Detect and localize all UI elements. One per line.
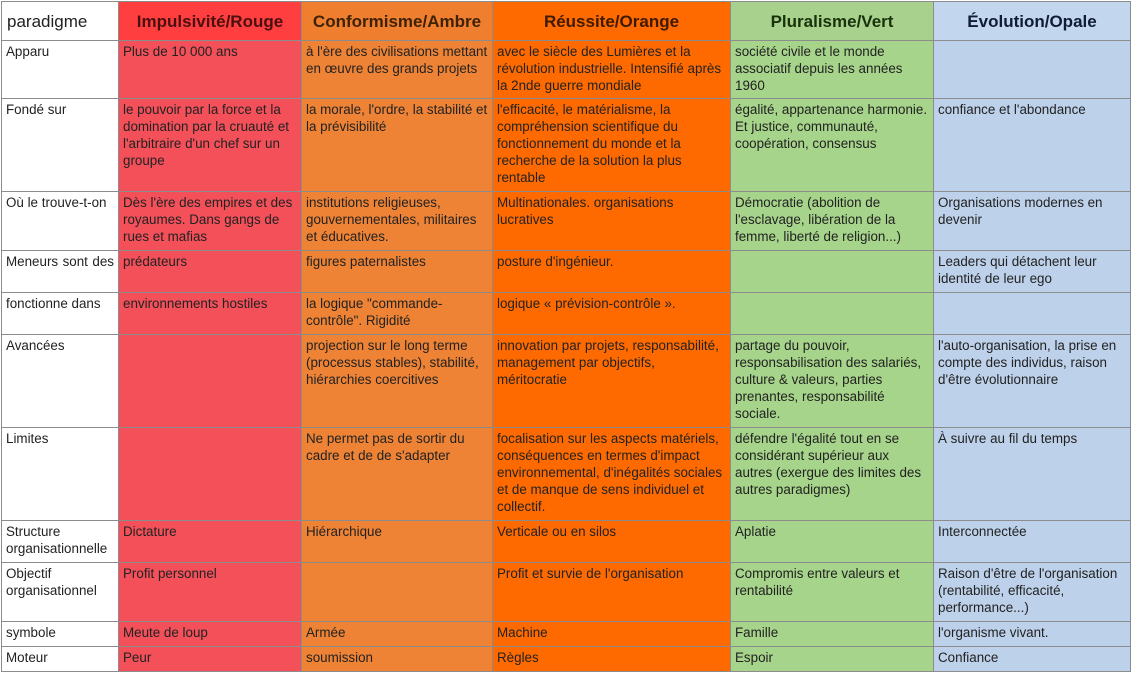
cell-rouge: Peur bbox=[119, 647, 302, 672]
table-row bbox=[2, 41, 1131, 99]
row-label: Structure organisationnelle bbox=[2, 521, 119, 563]
cell-orange: logique « prévision-contrôle ». bbox=[493, 293, 731, 335]
cell-orange: innovation par projets, responsabilité, management par objectifs, méritocratie bbox=[493, 335, 731, 428]
table-row bbox=[2, 428, 1131, 521]
column-header-orange: Réussite/Orange bbox=[493, 2, 731, 41]
cell-vert: défendre l'égalité tout en se considérant supérieur aux autres (exergue des limites des autres paradigmes) bbox=[731, 428, 934, 521]
cell-orange: Machine bbox=[493, 622, 731, 647]
cell-opale: Leaders qui détachent leur identité de leur ego bbox=[934, 251, 1131, 293]
cell-vert: Aplatie bbox=[731, 521, 934, 563]
cell-orange: Verticale ou en silos bbox=[493, 521, 731, 563]
table-row bbox=[2, 99, 1131, 192]
cell-ambre: projection sur le long terme (processus stables), stabilité, hiérarchies coercitives bbox=[302, 335, 493, 428]
row-label: Moteur bbox=[2, 647, 119, 672]
cell-rouge: Meute de loup bbox=[119, 622, 302, 647]
cell-rouge: environnements hostiles bbox=[119, 293, 302, 335]
table-row bbox=[2, 622, 1131, 647]
cell-opale: l'organisme vivant. bbox=[934, 622, 1131, 647]
cell-opale: confiance et l'abondance bbox=[934, 99, 1131, 192]
cell-ambre: Armée bbox=[302, 622, 493, 647]
cell-ambre: Ne permet pas de sortir du cadre et de de s'adapter bbox=[302, 428, 493, 521]
row-label: Limites bbox=[2, 428, 119, 521]
cell-opale: l'auto-organisation, la prise en compte des individus, raison d'être évolutionnaire bbox=[934, 335, 1131, 428]
column-header-vert: Pluralisme/Vert bbox=[731, 2, 934, 41]
cell-rouge: Profit personnel bbox=[119, 563, 302, 622]
cell-vert: partage du pouvoir, responsabilisation des salariés, culture & valeurs, parties prenantes, responsabilité sociale. bbox=[731, 335, 934, 428]
table-row bbox=[2, 647, 1131, 672]
row-label: Apparu bbox=[2, 41, 119, 99]
table-body bbox=[2, 41, 1131, 672]
paradigm-table bbox=[1, 1, 1131, 672]
row-label: symbole bbox=[2, 622, 119, 647]
cell-vert: société civile et le monde associatif depuis les années 1960 bbox=[731, 41, 934, 99]
cell-rouge: le pouvoir par la force et la domination par la cruauté et l'arbitraire d'un chef sur un groupe bbox=[119, 99, 302, 192]
table-row bbox=[2, 521, 1131, 563]
cell-orange: Profit et survie de l'organisation bbox=[493, 563, 731, 622]
cell-ambre: soumission bbox=[302, 647, 493, 672]
cell-rouge: Dictature bbox=[119, 521, 302, 563]
table-row bbox=[2, 293, 1131, 335]
cell-vert: Compromis entre valeurs et rentabilité bbox=[731, 563, 934, 622]
cell-opale bbox=[934, 41, 1131, 99]
cell-ambre: la logique "commande-contrôle". Rigidité bbox=[302, 293, 493, 335]
column-header-rouge: Impulsivité/Rouge bbox=[119, 2, 302, 41]
table-row bbox=[2, 563, 1131, 622]
cell-opale: Organisations modernes en devenir bbox=[934, 192, 1131, 251]
cell-opale: Interconnectée bbox=[934, 521, 1131, 563]
row-label: Fondé sur bbox=[2, 99, 119, 192]
cell-ambre: Hiérarchique bbox=[302, 521, 493, 563]
cell-vert: Démocratie (abolition de l'esclavage, libération de la femme, liberté de religion...) bbox=[731, 192, 934, 251]
cell-opale: Raison d'être de l'organisation (rentabilité, efficacité, performance...) bbox=[934, 563, 1131, 622]
cell-orange: l'efficacité, le matérialisme, la compréhension scientifique du fonctionnement du monde et la recherche de la solution la plus rentable bbox=[493, 99, 731, 192]
row-label: Où le trouve-t-on bbox=[2, 192, 119, 251]
cell-vert bbox=[731, 293, 934, 335]
cell-orange: posture d'ingénieur. bbox=[493, 251, 731, 293]
cell-vert: Famille bbox=[731, 622, 934, 647]
cell-rouge bbox=[119, 428, 302, 521]
cell-rouge: prédateurs bbox=[119, 251, 302, 293]
cell-orange: focalisation sur les aspects matériels, conséquences en termes d'impact environnemental, d'inégalités sociales et de manque de sens individuel et collectif. bbox=[493, 428, 731, 521]
cell-vert: égalité, appartenance harmonie. Et justice, communauté, coopération, consensus bbox=[731, 99, 934, 192]
cell-ambre: institutions religieuses, gouvernementales, militaires et éducatives. bbox=[302, 192, 493, 251]
row-label: Meneurs sont des bbox=[2, 251, 119, 293]
cell-rouge: Dès l'ère des empires et des royaumes. Dans gangs de rues et mafias bbox=[119, 192, 302, 251]
cell-orange: Multinationales. organisations lucratives bbox=[493, 192, 731, 251]
table-row bbox=[2, 335, 1131, 428]
cell-opale: À suivre au fil du temps bbox=[934, 428, 1131, 521]
cell-vert: Espoir bbox=[731, 647, 934, 672]
cell-ambre: à l'ère des civilisations mettant en œuvre des grands projets bbox=[302, 41, 493, 99]
cell-vert bbox=[731, 251, 934, 293]
row-label: fonctionne dans bbox=[2, 293, 119, 335]
cell-ambre: figures paternalistes bbox=[302, 251, 493, 293]
cell-ambre bbox=[302, 563, 493, 622]
cell-opale: Confiance bbox=[934, 647, 1131, 672]
cell-rouge bbox=[119, 335, 302, 428]
header-row bbox=[2, 2, 1131, 41]
row-label: Avancées bbox=[2, 335, 119, 428]
table-row bbox=[2, 251, 1131, 293]
cell-rouge: Plus de 10 000 ans bbox=[119, 41, 302, 99]
table-row bbox=[2, 192, 1131, 251]
cell-orange: avec le siècle des Lumières et la révolution industrielle. Intensifié après la 2nde guerre mondiale bbox=[493, 41, 731, 99]
column-header-opale: Évolution/Opale bbox=[934, 2, 1131, 41]
column-header-ambre: Conformisme/Ambre bbox=[302, 2, 493, 41]
cell-ambre: la morale, l'ordre, la stabilité et la prévisibilité bbox=[302, 99, 493, 192]
corner-header: paradigme bbox=[2, 2, 119, 41]
cell-opale bbox=[934, 293, 1131, 335]
cell-orange: Règles bbox=[493, 647, 731, 672]
row-label: Objectif organisationnel bbox=[2, 563, 119, 622]
